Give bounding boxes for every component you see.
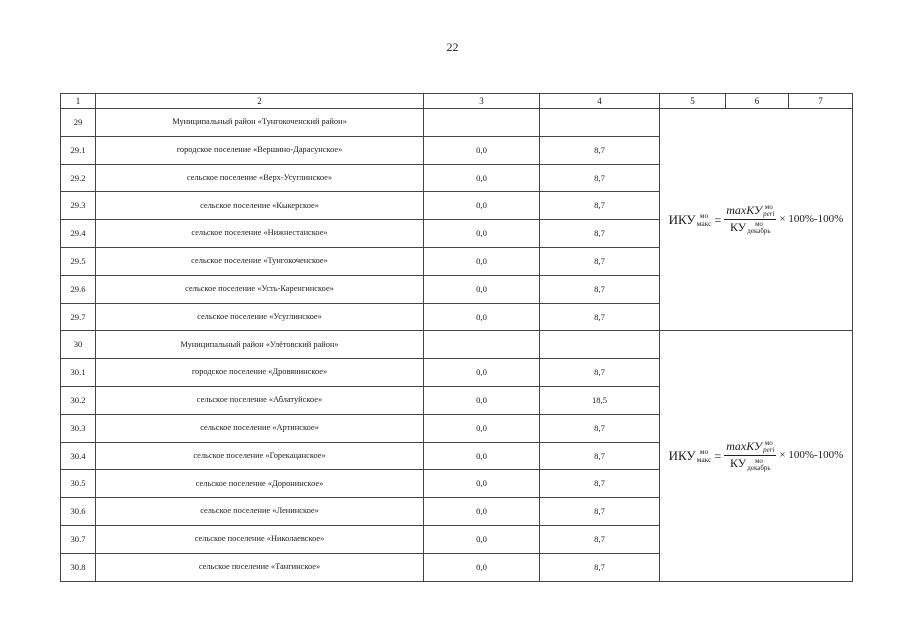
- row-code: 30.1: [61, 359, 96, 387]
- row-name: сельское поселение «Усть-Каренгинское»: [96, 275, 424, 303]
- row-name: сельское поселение «Доронинское»: [96, 470, 424, 498]
- row-col4: 8,7: [540, 192, 660, 220]
- formula-lhs-sup: мо: [699, 447, 709, 457]
- formula-eq: =: [714, 212, 722, 227]
- header-cell: 5: [660, 94, 726, 109]
- cell-empty: [540, 331, 660, 359]
- formula-lhs-sub: макс: [696, 218, 712, 228]
- formula-lhs: ИКУ: [668, 448, 696, 464]
- section-name: Муниципальный район «Улётовский район»: [96, 331, 424, 359]
- formula-lhs-sup: мо: [699, 211, 709, 221]
- row-col3: 0,0: [424, 553, 540, 581]
- row-col3: 0,0: [424, 275, 540, 303]
- page-number: 22: [446, 40, 459, 54]
- row-code: 30.8: [61, 553, 96, 581]
- row-code: 30.3: [61, 414, 96, 442]
- header-cell: 6: [726, 94, 789, 109]
- row-col3: 0,0: [424, 414, 540, 442]
- row-code: 30.2: [61, 386, 96, 414]
- formula: [669, 440, 844, 472]
- row-col4: 8,7: [540, 525, 660, 553]
- row-col3: 0,0: [424, 303, 540, 331]
- row-col3: 0,0: [424, 359, 540, 387]
- row-col4: 8,7: [540, 359, 660, 387]
- formula-lhs-sub: макс: [696, 454, 712, 464]
- formula-num: maxКУ: [726, 439, 763, 454]
- row-code: 29.3: [61, 192, 96, 220]
- row-col4: 8,7: [540, 498, 660, 526]
- formula-den-sup: мо: [754, 220, 763, 229]
- row-col3: 0,0: [424, 525, 540, 553]
- row-col3: 0,0: [424, 220, 540, 248]
- formula-den-sub: декабрь: [747, 227, 771, 236]
- formula-eq: =: [714, 448, 722, 463]
- formula-fraction: [724, 440, 776, 472]
- row-code: 29.4: [61, 220, 96, 248]
- section-name: Муниципальный район «Тунгокоченский район»: [96, 109, 424, 137]
- formula-fraction: [724, 204, 776, 236]
- row-col3: 0,0: [424, 442, 540, 470]
- formula-den: КУ: [730, 220, 747, 235]
- formula-den-sub: декабрь: [747, 463, 771, 472]
- row-name: сельское поселение «Верх-Усуглинское»: [96, 164, 424, 192]
- row-col4: 8,7: [540, 303, 660, 331]
- row-name: сельское поселение «Николаевское»: [96, 525, 424, 553]
- cell-empty: [540, 109, 660, 137]
- formula-num-sub: peri: [763, 446, 775, 455]
- tariff-table: [60, 93, 853, 582]
- row-col4: 8,7: [540, 553, 660, 581]
- formula-num-sub: peri: [763, 210, 775, 219]
- row-code: 30.5: [61, 470, 96, 498]
- row-col3: 0,0: [424, 498, 540, 526]
- formula-tail: × 100%-100%: [779, 449, 844, 462]
- header-cell: 2: [96, 94, 424, 109]
- row-col4: 8,7: [540, 164, 660, 192]
- row-code: 29.2: [61, 164, 96, 192]
- row-col3: 0,0: [424, 247, 540, 275]
- header-row: [61, 94, 853, 109]
- row-code: 29.7: [61, 303, 96, 331]
- section-row: [61, 331, 853, 359]
- section-row: [61, 109, 853, 137]
- row-col4: 18,5: [540, 386, 660, 414]
- formula-num-sup: мо: [764, 203, 773, 212]
- formula-den-sup: мо: [754, 456, 763, 465]
- row-name: сельское поселение «Тангинское»: [96, 553, 424, 581]
- formula-cell: [660, 331, 853, 581]
- formula-num: maxКУ: [726, 202, 763, 217]
- row-name: сельское поселение «Аблатуйское»: [96, 386, 424, 414]
- row-col3: 0,0: [424, 136, 540, 164]
- cell-empty: [424, 331, 540, 359]
- row-name: сельское поселение «Тунгокоченское»: [96, 247, 424, 275]
- header-cell: 4: [540, 94, 660, 109]
- row-col4: 8,7: [540, 275, 660, 303]
- row-code: 30.4: [61, 442, 96, 470]
- row-col4: 8,7: [540, 442, 660, 470]
- formula-tail: × 100%-100%: [779, 213, 844, 226]
- header-cell: 7: [789, 94, 853, 109]
- formula-den: КУ: [730, 456, 747, 471]
- row-col3: 0,0: [424, 164, 540, 192]
- row-name: городское поселение «Вершино-Дарасунское»: [96, 136, 424, 164]
- row-col4: 8,7: [540, 220, 660, 248]
- row-code: 30.6: [61, 498, 96, 526]
- row-code: 30.7: [61, 525, 96, 553]
- row-col4: 8,7: [540, 247, 660, 275]
- row-name: сельское поселение «Усуглинское»: [96, 303, 424, 331]
- row-col3: 0,0: [424, 386, 540, 414]
- cell-empty: [424, 109, 540, 137]
- row-code: 29.5: [61, 247, 96, 275]
- formula-num-sup: мо: [764, 439, 773, 448]
- formula-cell: [660, 109, 853, 331]
- row-col3: 0,0: [424, 470, 540, 498]
- row-name: сельское поселение «Ленинское»: [96, 498, 424, 526]
- header-cell: 1: [61, 94, 96, 109]
- header-cell: 3: [424, 94, 540, 109]
- row-code: 29.6: [61, 275, 96, 303]
- row-code: 29.1: [61, 136, 96, 164]
- row-name: сельское поселение «Горекацанское»: [96, 442, 424, 470]
- row-col4: 8,7: [540, 414, 660, 442]
- row-name: сельское поселение «Кыкерское»: [96, 192, 424, 220]
- formula: [669, 204, 844, 236]
- row-col4: 8,7: [540, 136, 660, 164]
- row-name: сельское поселение «Нижнестанское»: [96, 220, 424, 248]
- section-code: 29: [61, 109, 96, 137]
- row-col4: 8,7: [540, 470, 660, 498]
- row-name: сельское поселение «Артинское»: [96, 414, 424, 442]
- formula-lhs: ИКУ: [668, 212, 696, 228]
- row-col3: 0,0: [424, 192, 540, 220]
- section-code: 30: [61, 331, 96, 359]
- row-name: городское поселение «Дровянинское»: [96, 359, 424, 387]
